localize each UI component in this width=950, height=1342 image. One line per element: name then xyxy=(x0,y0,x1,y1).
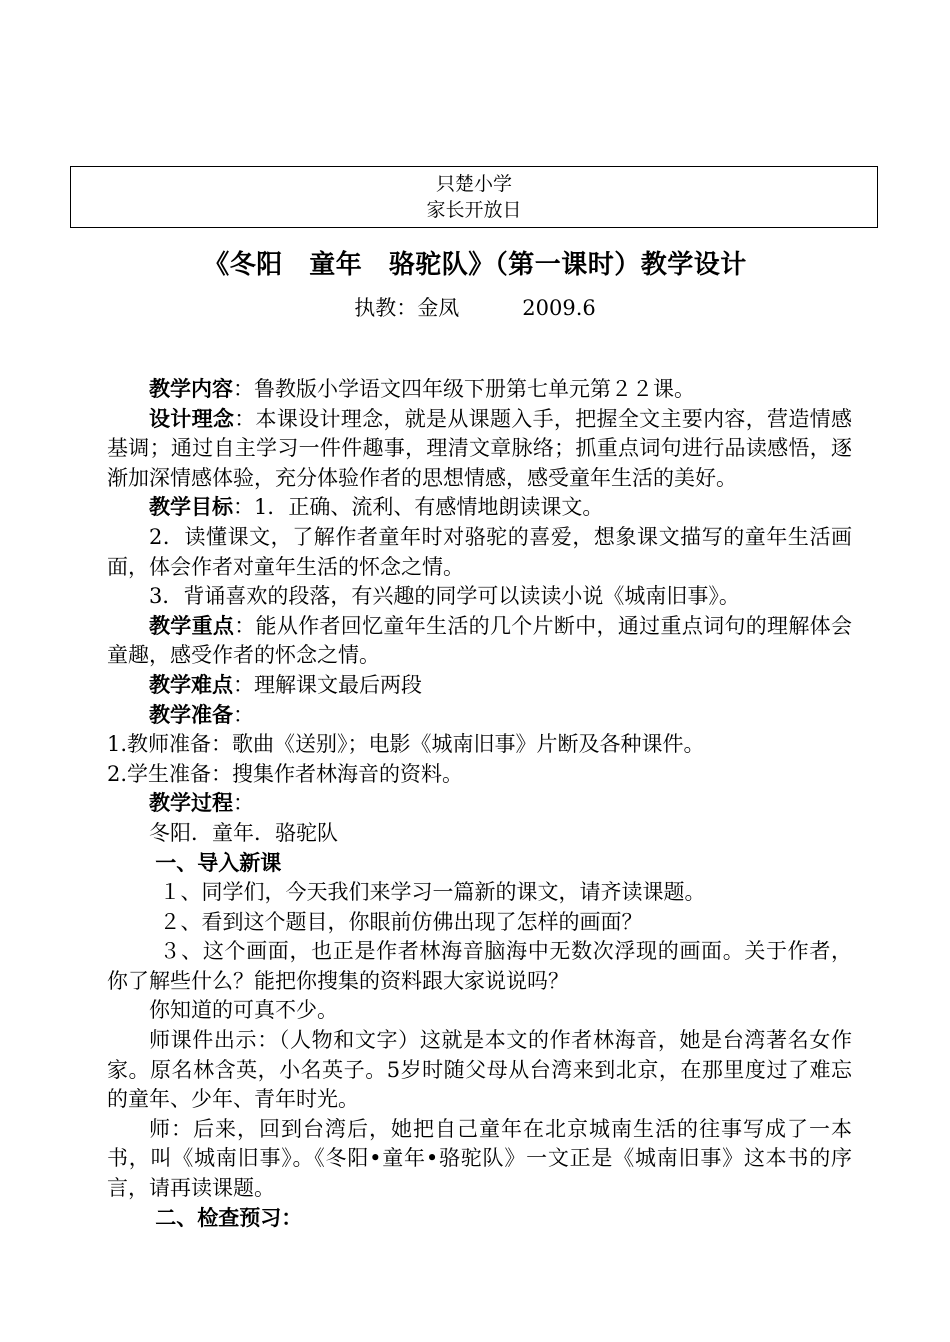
header-box xyxy=(70,166,878,228)
document-title: 《冬阳 童年 骆驼队》（第一课时）教学设计 xyxy=(203,250,747,280)
teaching-key-label: 教学重点 xyxy=(149,613,235,638)
board-title: 冬阳．童年．骆驼队 xyxy=(149,820,338,845)
section-1-praise: 你知道的可真不少。 xyxy=(149,998,338,1023)
design-concept-label: 设计理念 xyxy=(149,406,235,431)
section-1-heading: 一、导入新课 xyxy=(155,850,282,875)
teaching-difficulty xyxy=(107,671,852,701)
design-concept-text: ：本课设计理念，就是从课题入手，把握全文主要内容，营造情感基调；通过自主学习一件件趣事，理清文章脉络；抓重点词句进行品读感悟，逐渐加深情感体验，充分体验作者的思想情感，感受童年生活的美好。 xyxy=(107,406,852,490)
section-1-teacher-says: 师：后来，回到台湾后，她把自己童年在北京城南生活的往事写成了一本书，叫《城南旧事》。《冬阳•童年•骆驼队》一文正是《城南旧事》这本书的序言，请再读课题。 xyxy=(107,1116,852,1201)
teaching-prep xyxy=(107,701,852,731)
teaching-content-label: 教学内容 xyxy=(149,377,233,401)
teacher-line: 执教：金凤 2009.6 xyxy=(354,296,596,320)
teaching-goal-2: 2．读懂课文，了解作者童年时对骆驼的喜爱，想象课文描写的童年生活画面，体会作者对童年生活的怀念之情。 xyxy=(107,524,852,579)
teaching-process-label: 教学过程 xyxy=(149,791,233,816)
teaching-key-text: ：能从作者回忆童年生活的几个片断中，通过重点词句的理解体会童趣，感受作者的怀念之情。 xyxy=(107,613,852,668)
event-name: 家长开放日 xyxy=(426,199,522,221)
teaching-difficulty-text: ：理解课文最后两段 xyxy=(233,672,422,697)
section-1-item-3: ３、这个画面，也正是作者林海音脑海中无数次浮现的画面。关于作者，你了解些什么？能把你搜集的资料跟大家说说吗？ xyxy=(107,939,852,993)
section-2-heading: 二、检查预习： xyxy=(155,1205,303,1230)
teaching-goals-label: 教学目标 xyxy=(149,495,233,520)
teaching-process-colon: ： xyxy=(233,791,254,816)
school-name: 只楚小学 xyxy=(435,173,512,195)
teaching-prep-colon: ： xyxy=(233,702,254,727)
section-1-item-1: １、同学们，今天我们来学习一篇新的课文，请齐读课题。 xyxy=(159,880,706,905)
teaching-goal-3: 3．背诵喜欢的段落，有兴趣的同学可以读读小说《城南旧事》。 xyxy=(149,584,740,609)
section-1-courseware: 师课件出示：（人物和文字）这就是本文的作者林海音，她是台湾著名女作家。原名林含英，小名英子。5岁时随父母从台湾来到北京，在那里度过了难忘的童年、少年、青年时光。 xyxy=(107,1028,852,1112)
teaching-content-text: ：鲁教版小学语文四年级下册第七单元第２２课。 xyxy=(233,377,695,401)
teaching-goal-1: ：1．正确、流利、有感情地朗读课文。 xyxy=(233,495,604,520)
teaching-goals xyxy=(107,493,852,523)
section-1-item-2: ２、看到这个题目，你眼前仿佛出现了怎样的画面？ xyxy=(159,909,643,934)
design-concept xyxy=(107,405,852,494)
student-prep: 2.学生准备：搜集作者林海音的资料。 xyxy=(107,761,464,786)
document-body xyxy=(107,375,852,1233)
teaching-process xyxy=(107,789,852,819)
teaching-difficulty-label: 教学难点 xyxy=(149,672,233,697)
teaching-content xyxy=(107,375,852,405)
teaching-prep-label: 教学准备 xyxy=(149,702,233,727)
teacher-prep: 1.教师准备：歌曲《送别》；电影《城南旧事》片断及各种课件。 xyxy=(107,732,705,757)
teaching-key xyxy=(107,612,852,671)
